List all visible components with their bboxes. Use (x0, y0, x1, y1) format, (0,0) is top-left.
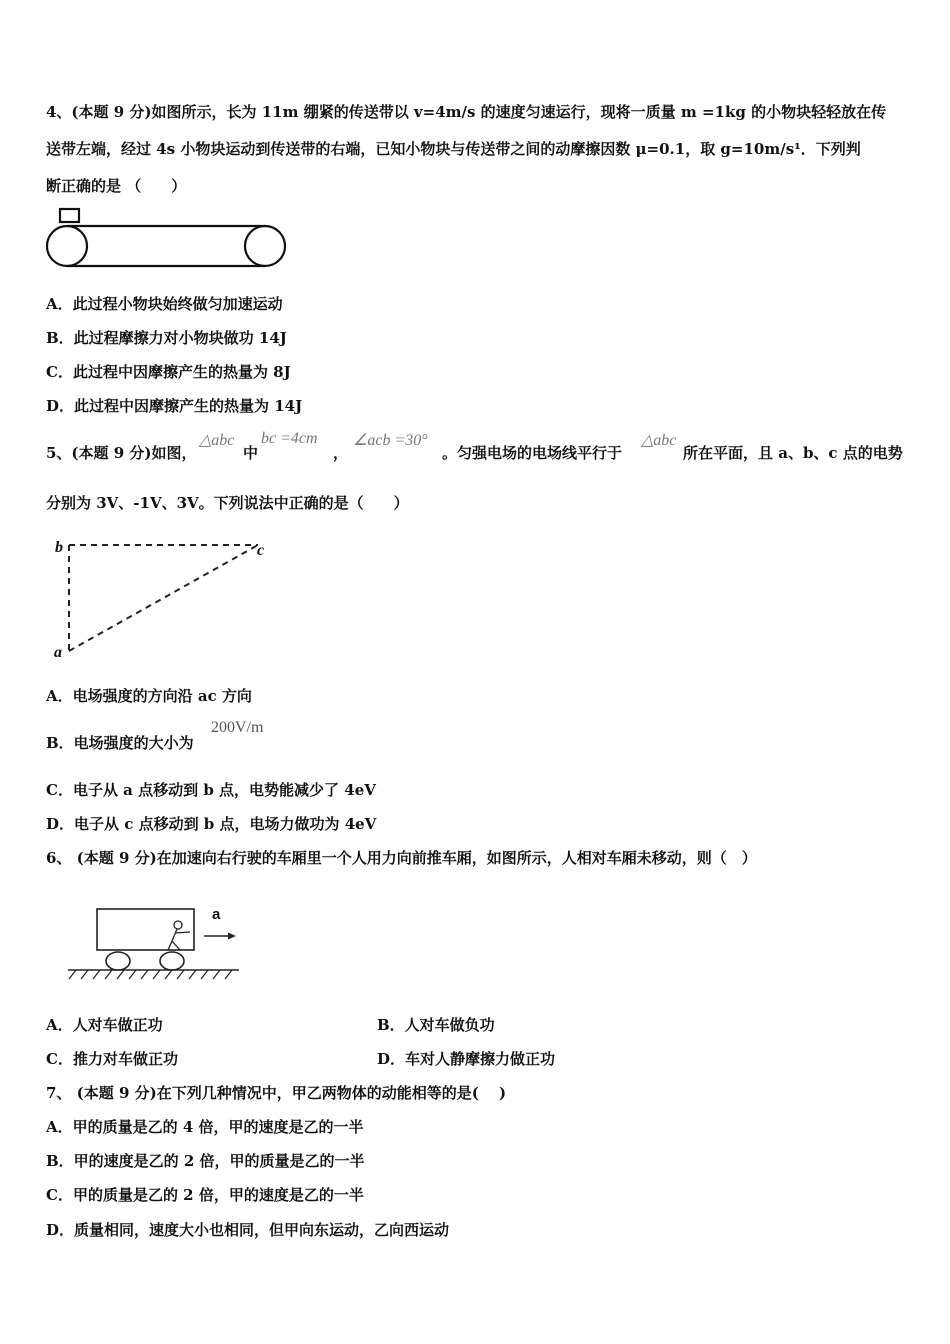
q5-stem-prefix: 5、(本题 9 分)如图， (46, 444, 197, 462)
conveyor-belt-figure (44, 206, 290, 270)
q6-option-a: A．人对车做正功 (46, 1016, 163, 1034)
label-b: b (55, 539, 63, 556)
triangle-abc-figure (50, 535, 280, 665)
q5-math-triangle-abc: △abc (199, 432, 235, 449)
q5-option-b-math: 200V/m (211, 719, 264, 736)
q5-option-a: A．电场强度的方向沿 ac 方向 (46, 687, 252, 705)
q7-option-c: C．甲的质量是乙的 2 倍，甲的速度是乙的一半 (46, 1186, 364, 1204)
q5-stem-text2: 。匀强电场的电场线平行于 (442, 444, 623, 462)
label-c: c (257, 542, 265, 559)
q5-math-triangle-abc-2: △abc (641, 432, 677, 449)
person-icon (168, 921, 190, 950)
q5-stem-line2: 分别为 3V、-1V、3V。下列说法中正确的是（ ） (46, 494, 409, 512)
q7-stem: 7、 (本题 9 分)在下列几种情况中，甲乙两物体的动能相等的是( ) (46, 1084, 507, 1102)
q5-stem-comma: ， (333, 444, 349, 462)
q5-math-bc-length: bc =4cm (261, 430, 318, 447)
q4-option-d: D．此过程中因摩擦产生的热量为 14J (46, 397, 303, 415)
q5-option-d: D．电子从 c 点移动到 b 点，电场力做功为 4eV (46, 815, 377, 833)
q4-stem-line3: 断正确的是 （ ） (46, 177, 187, 195)
q7-option-b: B．甲的速度是乙的 2 倍，甲的质量是乙的一半 (46, 1152, 365, 1170)
q4-stem-line1: 4、(本题 9 分)如图所示，长为 11m 绷紧的传送带以 v=4m/s 的速度匀速运行，现将一质量 m =1kg 的小物块轻轻放在传 (46, 103, 887, 121)
q6-option-b: B．人对车做负功 (377, 1016, 495, 1034)
q5-stem-mid: 中 (243, 444, 259, 462)
acceleration-label: a (212, 906, 221, 923)
q4-option-a: A．此过程小物块始终做匀加速运动 (46, 295, 283, 313)
label-a: a (54, 644, 62, 661)
q7-option-d: D．质量相同，速度大小也相同，但甲向东运动，乙向西运动 (46, 1221, 450, 1239)
q5-option-b-prefix: B．电场强度的大小为 (46, 734, 194, 752)
q4-option-c: C．此过程中因摩擦产生的热量为 8J (46, 363, 291, 381)
q6-option-c: C．推力对车做正功 (46, 1050, 178, 1068)
q7-option-a: A．甲的质量是乙的 4 倍，甲的速度是乙的一半 (46, 1118, 364, 1136)
q5-math-angle-acb: ∠acb =30° (353, 432, 428, 449)
q6-option-d: D．车对人静摩擦力做正功 (377, 1050, 556, 1068)
q4-stem-line2: 送带左端，经过 4s 小物块运动到传送带的右端，已知小物块与传送带之间的动摩擦因数 μ=0.1，取 g=10m/s¹．下列判 (46, 140, 861, 158)
q4-option-b: B．此过程摩擦力对小物块做功 14J (46, 329, 287, 347)
q5-stem-text3: 所在平面，且 a、b、c 点的电势 (683, 444, 903, 462)
q5-option-c: C．电子从 a 点移动到 b 点，电势能减少了 4eV (46, 781, 376, 799)
train-car-figure (66, 898, 246, 982)
q6-stem: 6、 (本题 9 分)在加速向右行驶的车厢里一个人用力向前推车厢，如图所示，人相对车厢未移动，则（ ） (46, 849, 757, 867)
